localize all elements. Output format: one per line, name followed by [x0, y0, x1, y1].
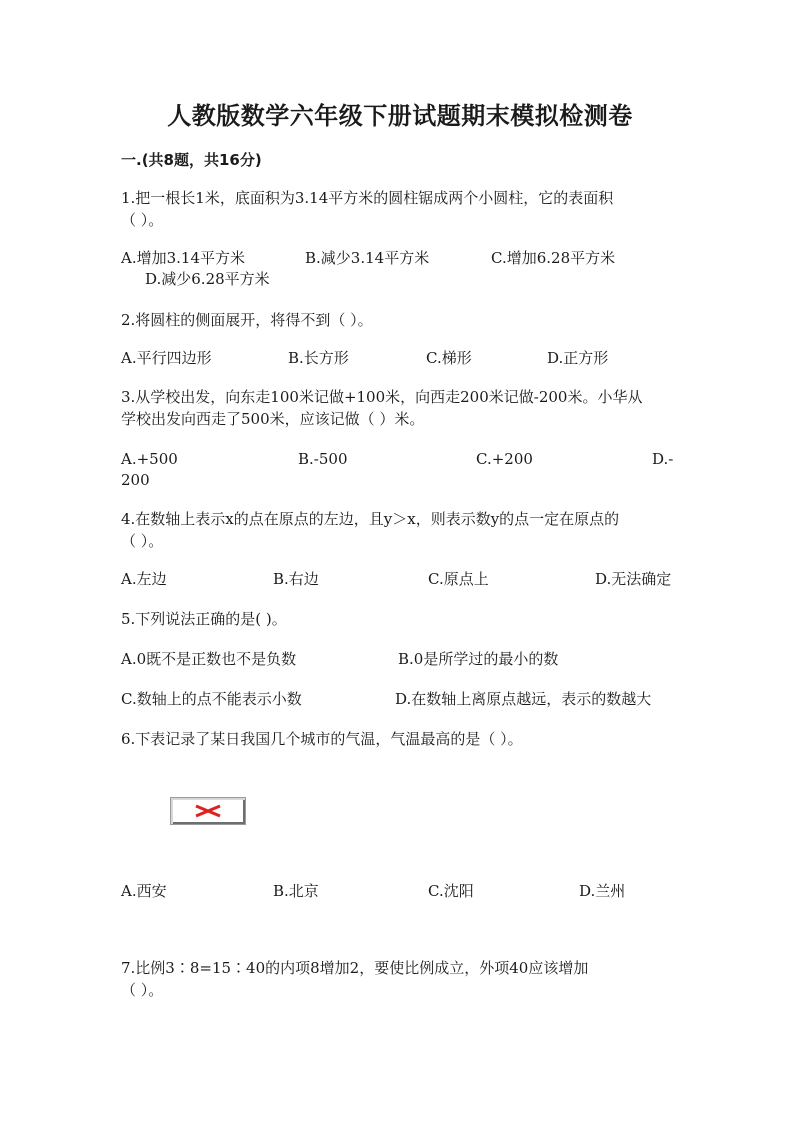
question-7-line1: 7.比例3∶8=15∶40的内项8增加2，要使比例成立，外项40应该增加: [121, 959, 589, 977]
section-header: 一.(共8题，共16分): [121, 151, 262, 169]
question-5-option-b: B.0是所学过的最小的数: [398, 650, 559, 668]
question-3-option-d-part1: D.-: [652, 450, 674, 468]
red-x-icon: [171, 798, 245, 824]
question-2-option-d: D.正方形: [547, 349, 609, 367]
question-1-line2: （ ）。: [121, 211, 164, 229]
question-2-option-b: B.长方形: [288, 349, 349, 367]
question-4-line1: 4.在数轴上表示x的点在原点的左边，且y＞x，则表示数y的点一定在原点的: [121, 510, 620, 528]
question-5-option-d: D.在数轴上离原点越远，表示的数越大: [395, 690, 652, 708]
question-2-option-a: A.平行四边形: [121, 349, 212, 367]
question-4-option-a: A.左边: [121, 570, 167, 588]
question-6-text: 6.下表记录了某日我国几个城市的气温，气温最高的是（ ）。: [121, 730, 523, 748]
question-1-option-d: D.减少6.28平方米: [145, 270, 270, 288]
question-6-option-d: D.兰州: [579, 882, 626, 900]
question-2-option-c: C.梯形: [426, 349, 472, 367]
question-4-line2: （ ）。: [121, 532, 164, 550]
question-2-text: 2.将圆柱的侧面展开，将得不到（ ）。: [121, 311, 373, 329]
question-4-option-b: B.右边: [273, 570, 319, 588]
question-1-option-b: B.减少3.14平方米: [305, 249, 430, 267]
question-3-line2: 学校出发向西走了500米，应该记做（ ）米。: [121, 410, 425, 428]
question-1-line1: 1.把一根长1米，底面积为3.14平方米的圆柱锯成两个小圆柱，它的表面积: [121, 189, 614, 207]
question-6-option-b: B.北京: [273, 882, 319, 900]
question-4-option-d: D.无法确定: [595, 570, 672, 588]
question-6-option-c: C.沈阳: [428, 882, 474, 900]
question-5-option-a: A.0既不是正数也不是负数: [121, 650, 297, 668]
question-3-option-d-part2: 200: [121, 471, 150, 489]
question-5-text: 5.下列说法正确的是( )。: [121, 610, 287, 628]
question-6-option-a: A.西安: [121, 882, 167, 900]
question-1-option-a: A.增加3.14平方米: [121, 249, 245, 267]
page-title: 人教版数学六年级下册试题期末模拟检测卷: [167, 102, 633, 130]
question-5-option-c: C.数轴上的点不能表示小数: [121, 690, 302, 708]
question-3-line1: 3.从学校出发，向东走100米记做+100米，向西走200米记做-200米。小华从: [121, 388, 643, 406]
question-1-option-c: C.增加6.28平方米: [491, 249, 616, 267]
question-3-option-a: A.+500: [121, 450, 178, 468]
broken-image-icon: [170, 797, 246, 825]
question-4-option-c: C.原点上: [428, 570, 489, 588]
question-7-line2: （ ）。: [121, 981, 164, 999]
question-3-option-c: C.+200: [476, 450, 533, 468]
question-3-option-b: B.-500: [298, 450, 348, 468]
